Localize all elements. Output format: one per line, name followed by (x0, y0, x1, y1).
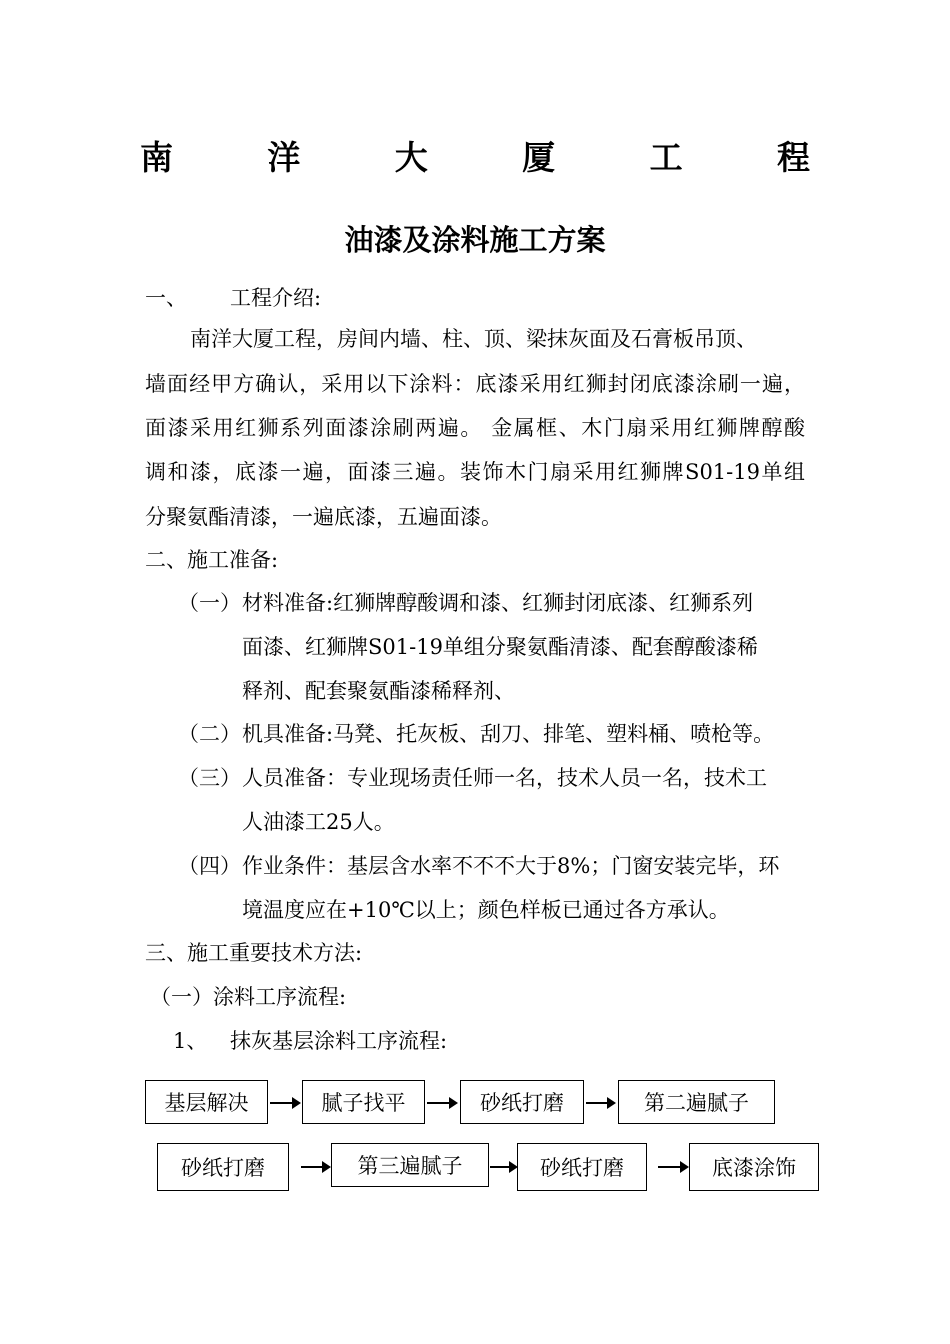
section-3-item-title: 抹灰基层涂料工序流程: (230, 1029, 448, 1053)
title-char: 南 (140, 137, 173, 177)
document-subtitle: 油漆及涂料施工方案 (344, 223, 606, 257)
flow-arrow (586, 1097, 616, 1109)
section-3-subheading: （一）涂料工序流程: (150, 985, 347, 1009)
title-char: 洋 (267, 137, 301, 177)
section-1-number: 一、 (145, 286, 187, 310)
flow-arrow (658, 1161, 689, 1173)
title-char: 厦 (522, 137, 556, 177)
section-1-paragraph-line: 墙面经甲方确认，采用以下涂料：底漆采用红狮封闭底漆涂刷一遍， (145, 372, 805, 396)
section-1-paragraph-line: 分聚氨酯清漆，一遍底漆，五遍面漆。 (145, 505, 502, 529)
list-item-line: 作业条件：基层含水率不不不大于8%；门窗安装完毕，环 (242, 854, 780, 878)
list-item-line: 材料准备:红狮牌醇酸调和漆、红狮封闭底漆、红狮系列 (242, 591, 754, 615)
list-item-line: 人员准备：专业现场责任师一名，技术人员一名，技术工 (242, 766, 767, 790)
list-item-number: （三） (178, 766, 241, 790)
list-item-line: 人油漆工25人。 (242, 810, 395, 834)
section-2-title: 二、施工准备: (145, 548, 279, 572)
flow-step-box: 第三遍腻子 (331, 1143, 489, 1187)
list-item-line: 释剂、配套聚氨酯漆稀释剂、 (242, 679, 515, 703)
flow-step-box: 砂纸打磨 (460, 1080, 584, 1124)
section-1-paragraph-line: 调和漆，底漆一遍，面漆三遍。装饰木门扇采用红狮牌S01-19单组 (145, 460, 805, 484)
title-char: 大 (394, 137, 428, 177)
flow-arrow (301, 1161, 331, 1173)
list-item-line: 面漆、红狮牌S01-19单组分聚氨酯清漆、配套醇酸漆稀 (242, 635, 758, 659)
flow-arrow (270, 1097, 301, 1109)
flow-step-box: 第二遍腻子 (618, 1080, 775, 1124)
list-item-number: （二） (178, 722, 241, 746)
flow-step-box: 砂纸打磨 (157, 1143, 289, 1191)
flow-step-box: 砂纸打磨 (517, 1143, 647, 1191)
flow-step-box: 基层解决 (145, 1080, 268, 1124)
flow-step-box: 腻子找平 (302, 1080, 425, 1124)
flow-step-box: 底漆涂饰 (689, 1143, 819, 1191)
flow-arrow (427, 1097, 458, 1109)
section-1-paragraph-line: 面漆采用红狮系列面漆涂刷两遍。 金属框、木门扇采用红狮牌醇酸 (145, 416, 805, 440)
list-item-line: 境温度应在+10℃以上；颜色样板已通过各方承认。 (242, 898, 730, 922)
list-item-number: （四） (178, 854, 241, 878)
section-3-title: 三、施工重要技术方法: (145, 941, 363, 965)
list-item-number: （一） (178, 591, 241, 615)
document-title (140, 130, 810, 180)
list-item-line: 机具准备:马凳、托灰板、刮刀、排笔、塑料桶、喷枪等。 (242, 722, 775, 746)
section-3-item-number: 1、 (173, 1029, 208, 1053)
title-char: 程 (776, 137, 810, 177)
section-1-title: 工程介绍: (230, 286, 322, 310)
flow-arrow (490, 1161, 518, 1173)
section-1-paragraph-line: 南洋大厦工程，房间内墙、柱、顶、梁抹灰面及石膏板吊顶、 (190, 327, 757, 351)
title-char: 工 (649, 137, 683, 177)
